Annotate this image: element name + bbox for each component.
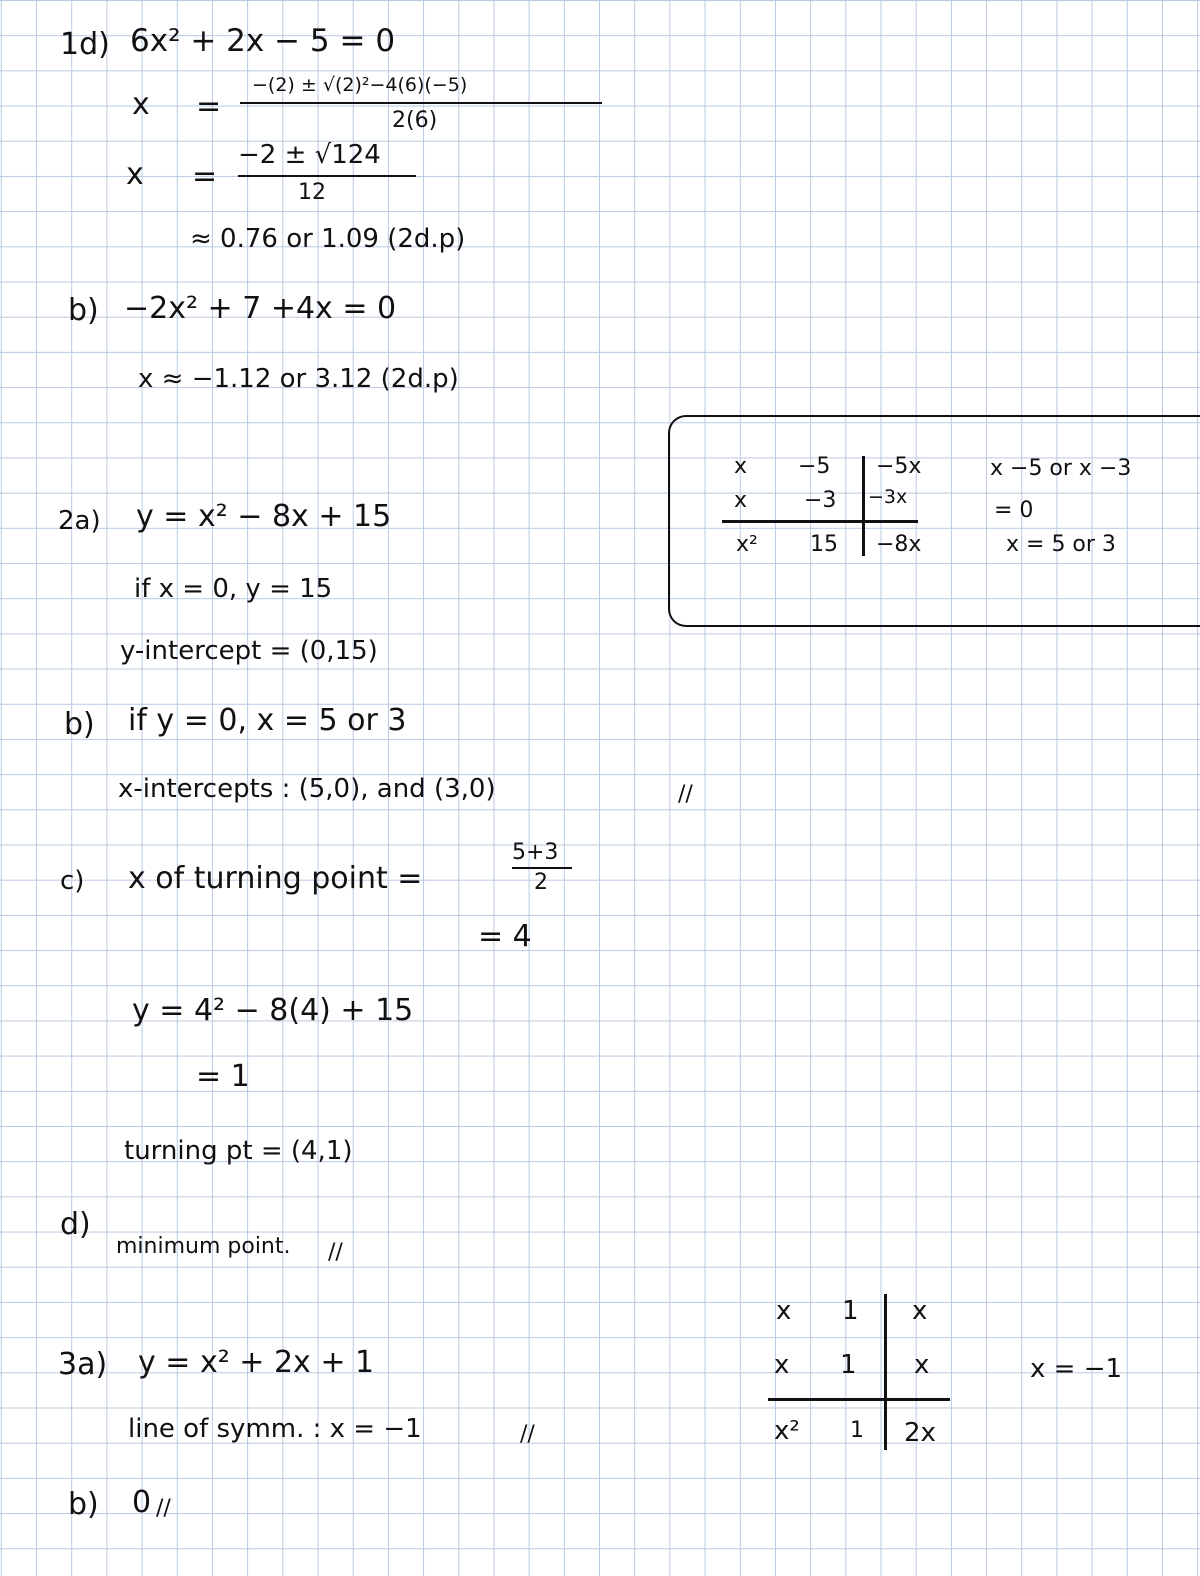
factor-table-rule <box>722 520 918 523</box>
question-2b-line2: x-intercepts : (5,0), and (3,0) <box>118 774 496 804</box>
question-2c-fraction-bar <box>512 867 572 869</box>
step2-denominator: 12 <box>298 180 326 205</box>
question-2c-line3: y = 4² − 8(4) + 15 <box>132 993 414 1028</box>
factor-row3-b: 15 <box>810 532 838 557</box>
question-2d-label: d) <box>60 1207 91 1242</box>
question-2d-answer: minimum point. <box>116 1234 291 1259</box>
question-3b-answer: 0 <box>132 1485 152 1520</box>
step2-equals: = <box>192 159 218 194</box>
question-2b-label: b) <box>64 707 95 742</box>
question-2c-frac-num: 5+3 <box>512 840 559 865</box>
question-1d-equation: 6x² + 2x − 5 = 0 <box>130 23 396 59</box>
table2-row3-a: x² <box>774 1416 800 1446</box>
step1-numerator: −(2) ± √(2)²−4(6)(−5) <box>252 74 468 96</box>
factor-row1-a: x <box>734 454 748 479</box>
table2-row3-b: 1 <box>850 1418 864 1443</box>
step2-fraction-bar <box>238 175 416 177</box>
table2-row1-c: x <box>912 1296 928 1326</box>
question-3a-equation: y = x² + 2x + 1 <box>138 1345 375 1380</box>
question-3a-line1: line of symm. : x = −1 <box>128 1414 422 1444</box>
question-1b-equation: −2x² + 7 +4x = 0 <box>124 291 397 326</box>
question-2c-line1: x of turning point = <box>128 861 423 896</box>
factor-row1-b: −5 <box>798 454 831 479</box>
done-mark-3a: // <box>520 1422 535 1447</box>
question-2c-line4: = 1 <box>196 1059 250 1094</box>
factor-table-divider <box>862 456 865 556</box>
table2-row2-a: x <box>774 1350 790 1380</box>
factor-row3-c: −8x <box>876 532 922 557</box>
factor-note-equals-zero: = 0 <box>994 498 1034 523</box>
question-2a-equation: y = x² − 8x + 15 <box>136 499 392 534</box>
question-3a-label: 3a) <box>58 1347 108 1382</box>
question-2c-frac-den: 2 <box>534 870 548 895</box>
question-2a-line1: if x = 0, y = 15 <box>134 574 333 604</box>
question-2c-line2: = 4 <box>478 919 532 954</box>
question-2a-label: 2a) <box>58 506 101 536</box>
step1-equals: = <box>196 89 222 124</box>
table2-divider <box>884 1294 887 1450</box>
table2-row3-c: 2x <box>904 1418 936 1448</box>
question-2a-line2: y-intercept = (0,15) <box>120 636 378 666</box>
factor-note-factors: x −5 or x −3 <box>990 456 1132 481</box>
factor-row2-a: x <box>734 488 748 513</box>
factor-row2-b: −3 <box>804 488 837 513</box>
done-mark-2b: // <box>678 782 693 807</box>
question-3b-label: b) <box>68 1487 99 1522</box>
done-mark-3b: // <box>156 1496 171 1521</box>
table2-row1-b: 1 <box>842 1296 859 1326</box>
question-2b-line1: if y = 0, x = 5 or 3 <box>128 703 407 738</box>
step1-denominator: 2(6) <box>392 108 438 133</box>
question-1b-label: b) <box>68 293 99 328</box>
step1-variable: x <box>132 87 150 122</box>
factor-row2-c: −3x <box>868 486 908 508</box>
factor-row1-c: −5x <box>876 454 922 479</box>
step2-numerator: −2 ± √124 <box>238 140 381 170</box>
factor-note-solution: x = 5 or 3 <box>1006 532 1116 557</box>
factor-row3-a: x² <box>736 532 758 557</box>
table2-note: x = −1 <box>1030 1354 1123 1384</box>
table2-row2-c: x <box>914 1350 930 1380</box>
question-2c-label: c) <box>60 866 85 896</box>
question-1d-result: ≈ 0.76 or 1.09 (2d.p) <box>190 224 466 254</box>
table2-row1-a: x <box>776 1296 792 1326</box>
step1-fraction-bar <box>240 102 602 104</box>
table2-row2-b: 1 <box>840 1350 857 1380</box>
step2-variable: x <box>126 157 144 192</box>
question-1d-label: 1d) <box>60 27 110 62</box>
table2-rule <box>768 1398 950 1401</box>
question-1b-answer: x ≈ −1.12 or 3.12 (2d.p) <box>138 364 459 394</box>
done-mark-2d: // <box>328 1240 343 1265</box>
question-2c-line5: turning pt = (4,1) <box>124 1136 353 1166</box>
